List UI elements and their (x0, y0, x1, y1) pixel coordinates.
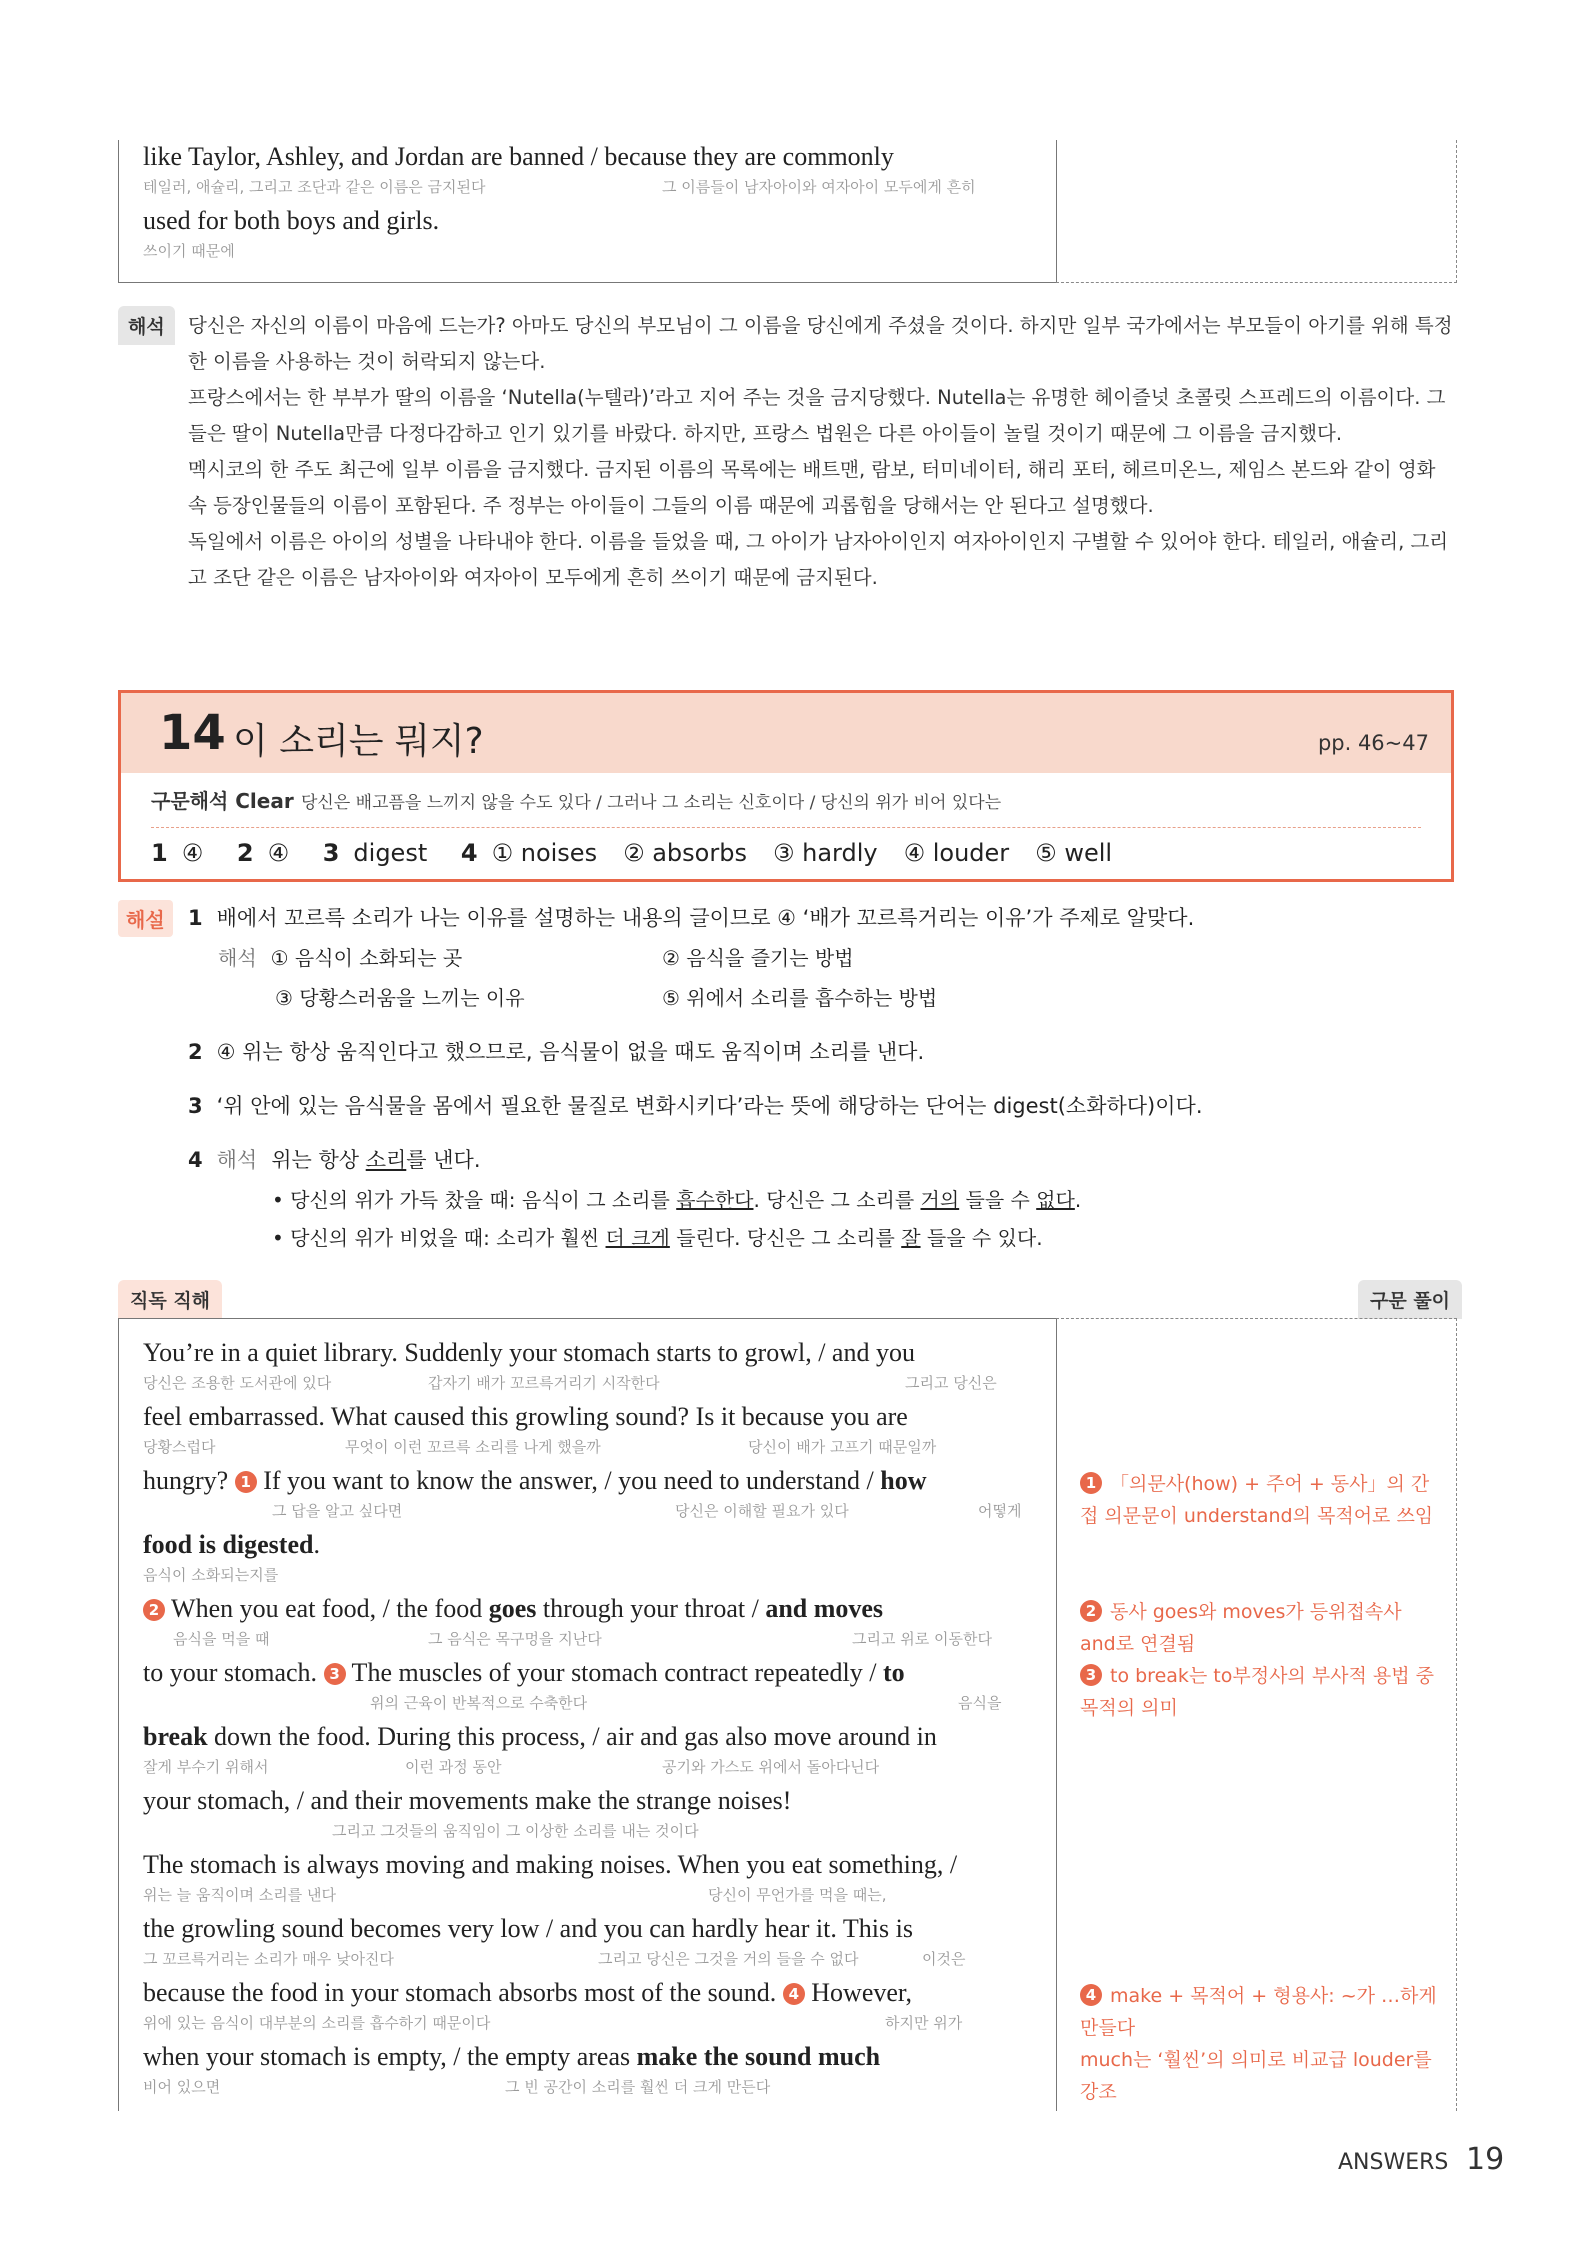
grammar-note-2 (1080, 1596, 1440, 1660)
answer-number: 2 (236, 839, 254, 867)
answer-key (151, 839, 1138, 867)
reading-line-en: your stomach, / and their movements make the strange noises! (143, 1786, 792, 1815)
reading-line-ko: 당신은 조용한 도서관에 있다 (143, 1374, 332, 1392)
answer-value: ⑤ well (1035, 839, 1113, 867)
underlined-word: 흡수한다 (676, 1188, 754, 1212)
reading-line-ko: 그리고 당신은 그것을 거의 들을 수 없다 (598, 1950, 859, 1968)
underlined-word: 없다 (1036, 1188, 1075, 1212)
option-text: ⑤ 위에서 소리를 흡수하는 방법 (662, 986, 938, 1010)
reading-line-ko: 그리고 위로 이동한다 (852, 1630, 992, 1648)
solution-text: 배에서 꼬르륵 소리가 나는 이유를 설명하는 내용의 글이므로 ④ ‘배가 꼬르륵거리는 이유’가 주제로 알맞다. (216, 906, 1195, 930)
option-text: ① 음식이 소화되는 곳 (270, 946, 463, 970)
solution-text: . 당신은 그 소리를 (753, 1188, 921, 1212)
solution-text: . (1074, 1188, 1082, 1212)
option-text: ③ 당황스러움을 느끼는 이유 (275, 986, 525, 1010)
underlined-word: 거의 (920, 1188, 960, 1212)
answer-number: 3 (322, 839, 340, 867)
reading-line-ko: 그 빈 공간이 소리를 훨씬 더 크게 만든다 (505, 2078, 771, 2096)
note-text: 동사 goes와 moves가 등위접속사 and로 연결됨 (1080, 1601, 1402, 1655)
reading-line-ko: 이런 과정 동안 (405, 1758, 502, 1776)
solution-text: 를 낸다. (406, 1148, 481, 1172)
solution-2 (188, 1036, 924, 1066)
solution-tag: 해설 (118, 900, 173, 937)
reading-line-en: The stomach is always moving and making noises. When you eat something, / (143, 1850, 958, 1879)
reading-bold: to (882, 1658, 905, 1687)
solution-number: 3 (188, 1094, 203, 1118)
solution-text: • 당신의 위가 비었을 때: 소리가 훨씬 (272, 1226, 606, 1250)
translation-paragraph: 독일에서 이름은 아이의 성별을 나타내야 한다. 이름을 들었을 때, 그 아이가 남자아이인지 여자아이인지 구별할 수 있어야 한다. 테일러, 애슐리, 그리고 조단 같은 이름은 남자아이와 여자아이 모두에게 흔히 쓰이기 때문에 금지된다. (188, 530, 1449, 589)
answer-value: ② absorbs (623, 839, 747, 867)
reading-tag: 직독 직해 (118, 1280, 222, 1319)
sentence-marker: 4 (783, 1983, 805, 2005)
answer-value: ④ louder (903, 839, 1010, 867)
top-line-2-ko: 쓰이기 때문에 (143, 242, 235, 260)
solution-text: ‘위 안에 있는 음식물을 몸에서 필요한 물질로 변화시키다’라는 뜻에 해당하는 단어는 digest(소화하다)이다. (216, 1094, 1203, 1118)
reading-line-en (143, 1530, 320, 1560)
reading-bold: and moves (765, 1594, 884, 1623)
answer-number: 4 (460, 839, 478, 867)
reading-text: because the food in your stomach absorbs most of the sound. (143, 1978, 783, 2007)
solution-3 (188, 1090, 1203, 1120)
solution-4-line-2 (272, 1184, 1081, 1213)
reading-text: If you want to know the answer, / you need to understand / (256, 1466, 881, 1495)
grammar-note-3 (1080, 1660, 1440, 1724)
solution-1-options (218, 942, 462, 971)
underlined-word: 잘 (901, 1226, 921, 1250)
top-line-1-ko-b: 그 이름들이 남자아이와 여자아이 모두에게 흔히 (662, 178, 976, 196)
reading-line-ko: 당신이 배가 고프기 때문일까 (748, 1438, 937, 1456)
unit-title: 이 소리는 뭐지? (233, 721, 484, 762)
reading-line-en (143, 1594, 883, 1624)
translation-paragraph: 멕시코의 한 주도 최근에 일부 이름을 금지했다. 금지된 이름의 목록에는 배트맨, 람보, 터미네이터, 해리 포터, 헤르미온느, 제임스 본드와 같이 영화 속 등장인물들의 이름이 포함된다. 주 정부는 아이들이 그들의 이름 때문에 괴롭힘을 당해서는 안 된다고 설명했다. (188, 458, 1436, 517)
reading-line-en (143, 1658, 905, 1688)
answer-value: ④ (181, 839, 204, 867)
reading-text: through your throat / (536, 1594, 766, 1623)
reading-line-ko: 그 답을 알고 싶다면 (272, 1502, 403, 1520)
underlined-word: 더 크게 (605, 1226, 670, 1250)
reading-line-ko: 음식을 (958, 1694, 1002, 1712)
reading-line-ko: 당신이 무언가를 먹을 때는, (708, 1886, 887, 1904)
reading-line-ko: 어떻게 (978, 1502, 1022, 1520)
answer-value: ④ (267, 839, 290, 867)
translation-tag: 해석 (118, 306, 175, 345)
translation-body (188, 308, 1458, 596)
unit-box (118, 690, 1454, 882)
reading-bold: food is digested (143, 1530, 314, 1559)
solution-label: 해석 (218, 946, 257, 970)
grammar-note-1 (1080, 1468, 1440, 1532)
reading-line-ko: 그 꼬르륵거리는 소리가 매우 낮아진다 (143, 1950, 394, 1968)
reading-line-ko: 그리고 그것들의 움직임이 그 이상한 소리를 내는 것이다 (332, 1822, 699, 1840)
reading-line-ko: 위는 늘 움직이며 소리를 낸다 (143, 1886, 336, 1904)
solution-number: 4 (188, 1148, 203, 1172)
translation-paragraph: 당신은 자신의 이름이 마음에 드는가? 아마도 당신의 부모님이 그 이름을 당신에게 주셨을 것이다. 하지만 일부 국가에서는 부모들이 아기를 위해 특정한 이름을 사용하는 것이 허락되지 않는다. (188, 314, 1453, 373)
sentence-marker: 2 (143, 1599, 165, 1621)
clear-label: 구문해석 Clear (151, 789, 294, 813)
top-line-2-en: used for both boys and girls. (143, 206, 440, 235)
grammar-note-4 (1080, 1980, 1440, 2108)
notes-tag: 구문 풀이 (1358, 1280, 1462, 1319)
reading-line-en (143, 1466, 927, 1496)
note-text: to break는 to부정사의 부사적 용법 중 목적의 의미 (1080, 1665, 1435, 1719)
sentence-marker: 3 (324, 1663, 346, 1685)
reading-bold: make the sound much (636, 2042, 881, 2071)
option-text: ② 음식을 즐기는 방법 (662, 946, 854, 970)
reading-line-ko: 그 음식은 목구멍을 지난다 (428, 1630, 602, 1648)
solution-1 (188, 902, 1194, 932)
reading-text: hungry? (143, 1466, 235, 1495)
reading-line-ko: 비어 있으면 (143, 2078, 221, 2096)
note-marker: 4 (1080, 1984, 1102, 2006)
reading-line-ko: 위에 있는 음식이 대부분의 소리를 흡수하기 때문이다 (143, 2014, 491, 2032)
page-number: 19 (1466, 2142, 1505, 2177)
reading-line-ko: 음식이 소화되는지를 (143, 1566, 279, 1584)
note-text: 「의문사(how) + 주어 + 동사」의 간접 의문문이 understand의 목적어로 쓰임 (1080, 1473, 1434, 1527)
reading-line-ko: 하지만 위가 (885, 2014, 963, 2032)
solution-label: 해석 (216, 1148, 258, 1172)
reading-line-ko: 그리고 당신은 (905, 1374, 997, 1392)
solution-text: 위는 항상 (271, 1148, 366, 1172)
reading-text: to your stomach. (143, 1658, 324, 1687)
solution-text: • 당신의 위가 가득 찼을 때: 음식이 그 소리를 (272, 1188, 677, 1212)
reading-line-ko: 음식을 먹을 때 (173, 1630, 270, 1648)
reading-line-en (143, 1978, 912, 2008)
divider (151, 827, 1421, 828)
answer-value: digest (353, 839, 428, 867)
translation-paragraph: 프랑스에서는 한 부부가 딸의 이름을 ‘Nutella(누텔라)’라고 지어 주는 것을 금지당했다. Nutella는 유명한 헤이즐넛 초콜릿 스프레드의 이름이다. 그들은 딸이 Nutella만큼 다정다감하고 인기 있기를 바랐다. 하지만, 프랑스 법원은 다른 아이들이 놀릴 것이기 때문에 그 이름을 금지했다. (188, 386, 1446, 445)
reading-line-en: You’re in a quiet library. Suddenly your stomach starts to growl, / and you (143, 1338, 915, 1367)
reading-text: However, (804, 1978, 913, 2007)
reading-line-en (143, 1722, 937, 1752)
note-marker: 3 (1080, 1664, 1102, 1686)
note-marker: 1 (1080, 1472, 1102, 1494)
solution-number: 2 (188, 1040, 203, 1064)
solution-4 (188, 1144, 481, 1174)
top-line-1-en: like Taylor, Ashley, and Jordan are banned / because they are commonly (143, 142, 894, 171)
reading-line-ko: 위의 근육이 반복적으로 수축한다 (370, 1694, 588, 1712)
reading-bold: goes (488, 1594, 537, 1623)
solution-text: 들린다. 당신은 그 소리를 (669, 1226, 902, 1250)
unit-number: 14 (159, 705, 226, 761)
reading-line-ko: 공기와 가스도 위에서 돌아다닌다 (662, 1758, 880, 1776)
note-marker: 2 (1080, 1600, 1102, 1622)
reading-line-en: the growling sound becomes very low / and you can hardly hear it. This is (143, 1914, 913, 1943)
top-line-1-ko-a: 테일러, 애슐리, 그리고 조단과 같은 이름은 금지된다 (143, 178, 486, 196)
solution-text: 들을 수 있다. (920, 1226, 1043, 1250)
reading-line-ko: 이것은 (922, 1950, 966, 1968)
top-notes-column (1056, 140, 1457, 283)
reading-text: The muscles of your stomach contract repeatedly / (345, 1658, 883, 1687)
reading-text: When you eat food, / the food (165, 1594, 489, 1623)
note-text: much는 ‘훨씬’의 의미로 비교급 louder를 강조 (1080, 2049, 1432, 2103)
reading-line-en: feel embarrassed. What caused this growling sound? Is it because you are (143, 1402, 908, 1431)
answer-value: ① noises (491, 839, 598, 867)
reading-text: . (313, 1530, 320, 1559)
answer-number: 1 (151, 839, 168, 867)
footer-label: ANSWERS (1338, 2150, 1449, 2175)
reading-line-ko: 갑자기 배가 꼬르륵거리기 시작한다 (428, 1374, 660, 1392)
reading-line-ko: 당황스럽다 (143, 1438, 216, 1456)
unit-pages: pp. 46~47 (1317, 731, 1429, 755)
solution-text: ④ 위는 항상 움직인다고 했으므로, 음식물이 없을 때도 움직이며 소리를 낸다. (216, 1040, 925, 1064)
reading-line-ko: 무엇이 이런 꼬르륵 소리를 나게 했을까 (345, 1438, 601, 1456)
sentence-marker: 1 (235, 1471, 257, 1493)
reading-line-ko: 잘게 부수기 위해서 (143, 1758, 269, 1776)
reading-bold: break (143, 1722, 208, 1751)
reading-line-en (143, 2042, 880, 2072)
clear-text: 당신은 배고픔을 느끼지 않을 수도 있다 / 그러나 그 소리는 신호이다 / 당신의 위가 비어 있다는 (301, 793, 1002, 813)
solution-number: 1 (188, 906, 203, 930)
reading-line-ko: 당신은 이해할 필요가 있다 (675, 1502, 849, 1520)
reading-text: down the food. During this process, / air and gas also move around in (207, 1722, 937, 1751)
note-text: make + 목적어 + 형용사: ~가 …하게 만들다 (1080, 1985, 1437, 2039)
reading-bold: how (880, 1466, 927, 1495)
solution-text: 들을 수 (959, 1188, 1037, 1212)
underlined-word: 소리 (365, 1148, 407, 1172)
answer-value: ③ hardly (772, 839, 878, 867)
solution-4-line-3 (272, 1222, 1043, 1251)
reading-text: when your stomach is empty, / the empty areas (143, 2042, 637, 2071)
unit-header (121, 693, 1451, 773)
